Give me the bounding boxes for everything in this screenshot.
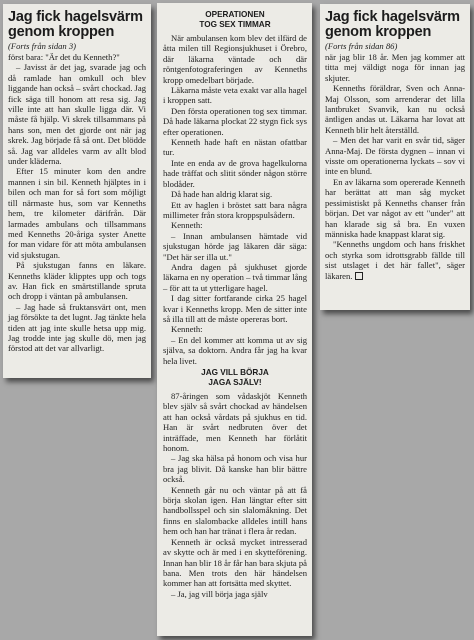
paragraph: Då hade han aldrig klarat sig. xyxy=(171,189,273,200)
paragraph: Inte en enda av de grova hagelkulorna hade träffat och slitit sönder någon större blodåder. xyxy=(163,157,307,189)
headline: Jag fick hagelsvärm genom kroppen xyxy=(8,9,143,40)
paragraph: I dag sitter fortfarande cirka 25 hagel kvar i Kenneths kropp. Men de sitter inte så illa till att de måste opereras bort. xyxy=(163,293,307,324)
paragraph: Efter 15 minuter kom den andre mannen i sin bil. Kenneth hjälptes in i bilen och man for så fort som möjligt till närmaste hus, som var Kenneths hem, tre kilometer därifrån. Där larmades ambulans och tillsammans med Kenneths 20-åriga syster Anette for man vidare för att möta ambulansen vid sjukstugan. xyxy=(8,166,146,260)
paragraph: – En del kommer att komma ut av sig själva, sa doktorn. Andra får jag ha kvar hela livet. xyxy=(163,334,307,366)
paragraph: När ambulansen kom blev det ilfärd de åtta milen till Regionsjukhuset i Örebro, där läkarna väntade och där röntgenfotograferingen av Kenneths kropp omedelbart började. xyxy=(163,33,307,85)
paragraph: Kenneth: xyxy=(171,220,203,231)
paragraph: 87-åringen som vådaskjöt Kenneth blev själv så svårt chockad av händelsen att han också vårdats på sjukhus en tid. Han är svårt nedbruten över det inträffade, men Kenneth har förlåtit honom. xyxy=(163,391,307,454)
paragraph: först bara: "Är det du Kenneth?" xyxy=(8,52,120,62)
paragraph: när jag blir 18 år. Men jag kommer att titta mej väldigt noga för innan jag skjuter. xyxy=(325,52,465,83)
paragraph: – Men det har varit en svår tid, säger Anna-Maj. De första dygnen – innan vi visste om operationerna lyckats – sov vi inte en blund. xyxy=(325,135,465,177)
paragraph: En av läkarna som opererade Kenneth har berättat att man såg mycket pessimistiskt på Kenneths chanser från början. Det var något av ett "under" att han klarade sig så bra. En vuxen människa hade knappast klarat sig. xyxy=(325,176,465,239)
paragraph: Kenneths föräldrar, Sven och Anna-Maj Olsson, som arrenderar det lilla lantbruket Svanvik, kan nu också äntligen andas ut. Läkarna har lovat att Kenneth blir helt återställd. xyxy=(325,83,465,135)
headline: Jag fick hagelsvärm genom kroppen xyxy=(325,9,460,40)
clipping-right xyxy=(320,4,470,310)
clipping-left xyxy=(3,4,151,378)
paragraph: Kenneth är också mycket intresserad av skytte och är med i en skytteförening. Innan han blir 18 år får han bara skjuta på bana. Men trots den här händelsen kommer han att fortsätta med skyttet. xyxy=(163,536,307,589)
paragraph: Kenneth: xyxy=(171,324,203,335)
clipping-middle xyxy=(157,3,312,636)
paragraph: Kenneth går nu och väntar på att få börja skolan igen. Han längtar efter sitt handbollsspel och sin slalomåkning. Det finns en slalombacke alldeles intill hans hem och han har tränat i flera år redan. xyxy=(163,484,307,537)
continuation-note: (Forts från sidan 3) xyxy=(8,41,77,51)
paragraph: Den första operationen tog sex timmar. Då hade läkarna plockat 22 stygn fick sys efter operationen. xyxy=(163,105,307,137)
paragraph: Kenneth hade haft en nästan ofattbar tur. xyxy=(163,137,307,158)
paragraph: – Javisst är det jag, svarade jag och då ramlade han omkull och blev liggande han också – svårt chockad. Jag fick säga till honom att resa sig. Jag ville inte att han skulle ligga där. Vi måste få hjälp. Vi skrek tillsammans på hans son, men det gjorde ont när jag skrek. Jag började få så ont. Det blödde så. Jag var alldeles varm av allt blod under kläderna. xyxy=(8,62,146,167)
paragraph: På sjukstugan fanns en läkare. Kenneths kläder klipptes upp och togs av. Han fick en smärtstillande spruta och dropp i väntan på ambulansen. xyxy=(8,260,146,302)
paragraph: Läkarna måste veta exakt var alla hagel i kroppen satt. xyxy=(163,85,307,106)
end-of-article-icon xyxy=(355,272,363,280)
paragraph: – Jag hade så fruktansvärt ont, men jag försökte ta det lugnt. Jag tänkte hela tiden att jag inte skulle hetsa upp mig. Jag trodde inte jag skulle dö, men jag förstod att det var allvarligt. xyxy=(8,301,146,354)
paragraph: Andra dagen på sjukhuset gjorde läkarna en ny operation – två timmar lång – för att ta ut ytterligare hagel. xyxy=(163,261,307,293)
paragraph: – Ja, jag vill börja jaga själv xyxy=(171,588,268,599)
subheading: OPERATIONEN TOG SEX TIMMAR xyxy=(199,10,271,29)
paragraph: – Innan ambulansen hämtade vid sjukstugan hörde jag läkaren där säga: "Det här ser illa ut." xyxy=(163,230,307,262)
paragraph: – Jag ska hälsa på honom och visa hur bra jag blivit. Då kanske han blir bättre också. xyxy=(163,453,307,485)
paragraph: Ett av haglen i bröstet satt bara några millimeter från stora kroppspulsådern. xyxy=(163,199,307,220)
subheading: JAG VILL BÖRJA JAGA SJÄLV! xyxy=(201,368,269,387)
paragraph xyxy=(325,239,465,281)
paragraph-text: "Kenneths ungdom och hans friskhet och styrka som idrottsgrabb fällde till sist utslaget i det här fallet", säger läkaren. xyxy=(325,239,465,281)
continuation-note: (Forts från sidan 86) xyxy=(325,41,398,51)
